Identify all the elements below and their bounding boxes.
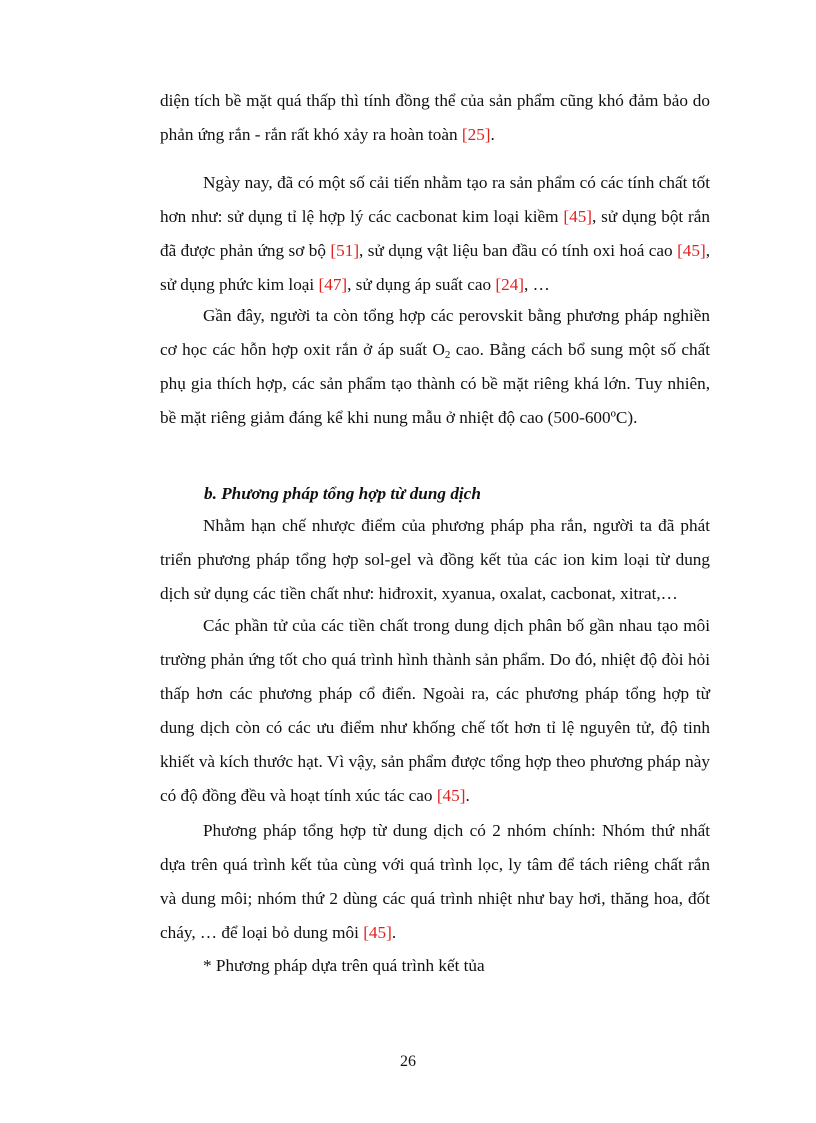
paragraph-text: Phương pháp tổng hợp từ dung dịch có 2 nhóm chính: Nhóm thứ nhất dựa trên quá trình kết tủa cùng với quá trình lọc, ly tâm để tách riêng chất rắn và dung môi; nhóm thứ 2 dùng các quá trình nhiệt như bay hơi, thăng hoa, đốt cháy, … để loại bỏ dung môi	[160, 821, 710, 942]
section-heading-b	[160, 477, 710, 511]
citation-link[interactable]: [51]	[330, 241, 360, 260]
paragraph-solution-methods	[160, 509, 710, 611]
paragraph-text: diện tích bề mặt quá thấp thì tính đồng thể của sản phẩm cũng khó đảm bảo do phản ứng rắn - rắn rất khó xảy ra hoàn toàn	[160, 91, 710, 144]
paragraph-continuation: diện tích bề mặt quá thấp thì tính đồng thể của sản phẩm cũng khó đảm bảo do phản ứng rắn - rắn rất khó xảy ra hoàn toàn [25].	[160, 91, 710, 144]
section-heading: b. Phương pháp tổng hợp từ dung dịch	[204, 484, 481, 503]
subsection-label: * Phương pháp dựa trên quá trình kết tủa	[203, 956, 485, 975]
citation-link[interactable]: [45]	[563, 207, 593, 226]
paragraph-improvements: Ngày nay, đã có một số cải tiến nhằm tạo ra sản phẩm có các tính chất tốt hơn như: sử dụng tỉ lệ hợp lý các cacbonat kim loại kiềm [45], sử dụng bột rắn đã được phản ứng sơ bộ [51], sử dụng vật liệu ban đầu có tính oxi hoá cao [45], sử dụng phức kim loại [47], sử dụng áp suất cao [24], …	[160, 173, 710, 294]
paragraph-text: Các phần tử của các tiền chất trong dung dịch phân bố gần nhau tạo môi trường phản ứng tốt cho quá trình hình thành sản phẩm. Do đó, nhiệt độ đòi hỏi thấp hơn các phương pháp cổ điển. Ngoài ra, các phương pháp tổng hợp từ dung dịch còn có các ưu điểm như khống chế tốt hơn tỉ lệ nguyên tử, độ tinh khiết và kích thước hạt. Vì vậy, sản phẩm được tổng hợp theo phương pháp này có độ đồng đều và hoạt tính xúc tác cao	[160, 616, 710, 805]
paragraph-precipitation	[160, 949, 710, 983]
citation-link[interactable]: [45]	[677, 241, 706, 260]
citation-link[interactable]: [47]	[318, 275, 348, 294]
citation-link[interactable]: [45]	[363, 923, 392, 942]
paragraph-mechanical-milling: Gần đây, người ta còn tổng hợp các perovskit bằng phương pháp nghiền cơ học các hỗn hợp oxit rắn ở áp suất $O_2$ cao. Bằng cách bổ sung một số chất phụ gia thích hợp, các sản phẩm tạo thành có bề mặt riêng khá lớn. Tuy nhiên, bề mặt riêng giảm đáng kể khi nung mẫu ở nhiệt độ cao (500-600ºC).	[160, 306, 710, 427]
paragraph-two-groups: Phương pháp tổng hợp từ dung dịch có 2 nhóm chính: Nhóm thứ nhất dựa trên quá trình kết tủa cùng với quá trình lọc, ly tâm để tách riêng chất rắn và dung môi; nhóm thứ 2 dùng các quá trình nhiệt như bay hơi, thăng hoa, đốt cháy, … để loại bỏ dung môi [45].	[160, 821, 710, 942]
citation-link[interactable]: [24]	[495, 275, 525, 294]
citation-link[interactable]: [45]	[436, 786, 466, 805]
page-number: 26	[400, 1053, 416, 1070]
paragraph-text: Nhằm hạn chế nhược điểm của phương pháp pha rắn, người ta đã phát triển phương pháp tổng hợp sol-gel và đồng kết tủa các ion kim loại từ dung dịch sử dụng các tiền chất như: hiđroxit, xyanua, oxalat, cacbonat, xitrat,…	[160, 516, 710, 603]
subscript: 2	[444, 349, 451, 361]
citation-link[interactable]: [25]	[461, 125, 491, 144]
paragraph-precursors: Các phần tử của các tiền chất trong dung dịch phân bố gần nhau tạo môi trường phản ứng tốt cho quá trình hình thành sản phẩm. Do đó, nhiệt độ đòi hỏi thấp hơn các phương pháp cổ điển. Ngoài ra, các phương pháp tổng hợp từ dung dịch còn có các ưu điểm như khống chế tốt hơn tỉ lệ nguyên tử, độ tinh khiết và kích thước hạt. Vì vậy, sản phẩm được tổng hợp theo phương pháp này có độ đồng đều và hoạt tính xúc tác cao [45].	[160, 616, 710, 805]
